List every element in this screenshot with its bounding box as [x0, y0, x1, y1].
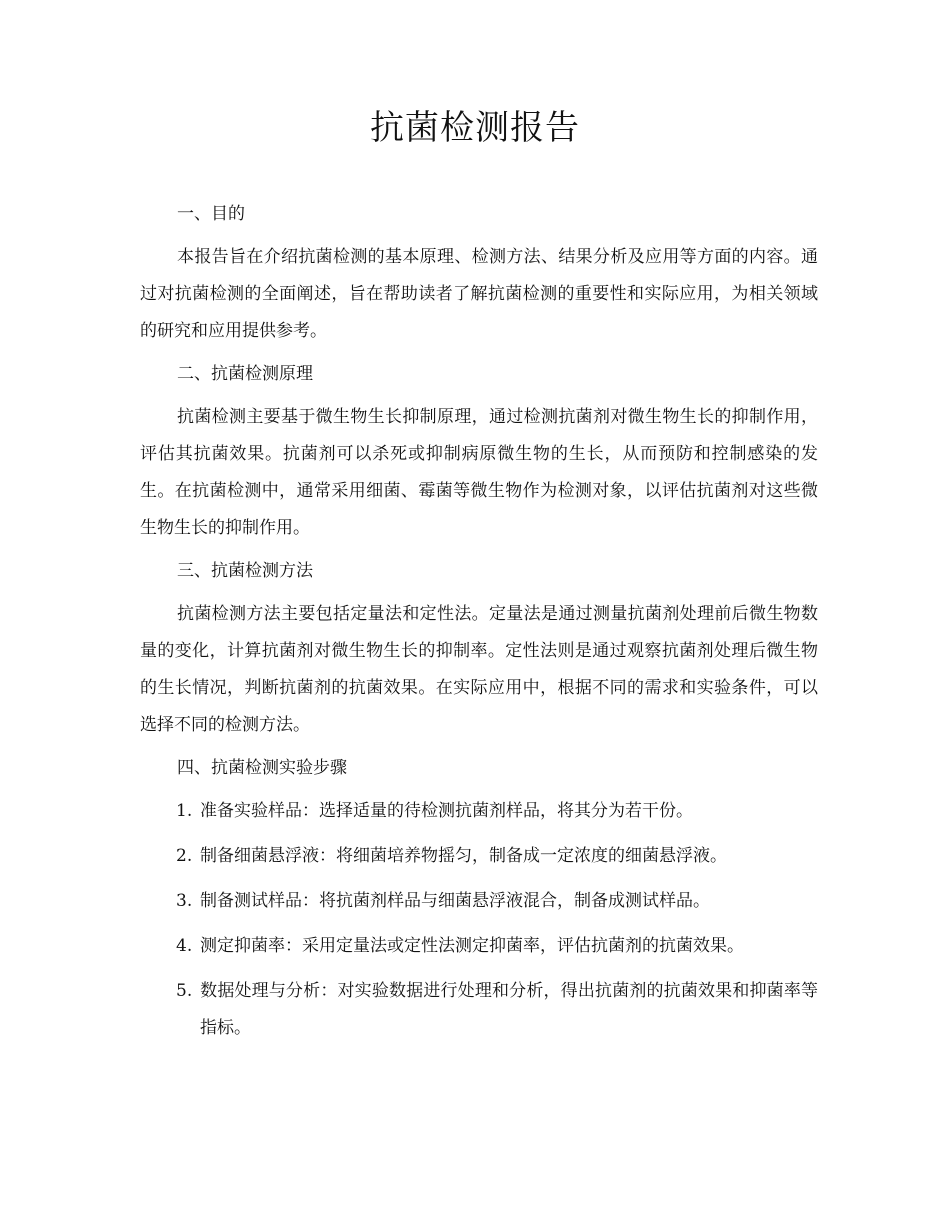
list-item [140, 928, 818, 965]
section-paragraph-purpose: 本报告旨在介绍抗菌检测的基本原理、检测方法、结果分析及应用等方面的内容。通过对抗菌检测的全面阐述，旨在帮助读者了解抗菌检测的重要性和实际应用，为相关领域的研究和应用提供参考。 [140, 247, 818, 341]
step-number: 3. [176, 891, 193, 911]
step-number: 4. [176, 936, 193, 956]
step-text: 测定抑菌率：采用定量法或定性法测定抑菌率，评估抗菌剂的抗菌效果。 [200, 936, 744, 956]
step-text: 制备细菌悬浮液：将细菌培养物摇匀，制备成一定浓度的细菌悬浮液。 [200, 846, 727, 866]
list-item [140, 838, 818, 875]
section-heading-principle: 二、抗菌检测原理 [177, 364, 313, 384]
step-text: 准备实验样品：选择适量的待检测抗菌剂样品，将其分为若干份。 [200, 801, 693, 821]
step-text: 数据处理与分析：对实验数据进行处理和分析，得出抗菌剂的抗菌效果和抑菌率等指标。 [200, 981, 818, 1038]
section-heading-purpose: 一、目的 [177, 204, 245, 224]
experiment-steps-list [140, 793, 818, 1047]
list-item [140, 973, 818, 1047]
document-body [140, 197, 818, 1055]
section-paragraph-principle: 抗菌检测主要基于微生物生长抑制原理，通过检测抗菌剂对微生物生长的抑制作用，评估其抗菌效果。抗菌剂可以杀死或抑制病原微生物的生长，从而预防和控制感染的发生。在抗菌检测中，通常采用细菌、霉菌等微生物作为检测对象，以评估抗菌剂对这些微生物生长的抑制作用。 [140, 407, 818, 538]
section-heading-steps: 四、抗菌检测实验步骤 [177, 758, 347, 778]
list-item [140, 793, 818, 830]
document-title: 抗菌检测报告 [370, 108, 580, 148]
step-number: 5. [176, 981, 193, 1001]
step-number: 2. [176, 846, 193, 866]
step-number: 1. [176, 801, 193, 821]
section-heading-methods: 三、抗菌检测方法 [177, 561, 313, 581]
section-paragraph-methods: 抗菌检测方法主要包括定量法和定性法。定量法是通过测量抗菌剂处理前后微生物数量的变化，计算抗菌剂对微生物生长的抑制率。定性法则是通过观察抗菌剂处理后微生物的生长情况，判断抗菌剂的抗菌效果。在实际应用中，根据不同的需求和实验条件，可以选择不同的检测方法。 [140, 604, 818, 735]
step-text: 制备测试样品：将抗菌剂样品与细菌悬浮液混合，制备成测试样品。 [200, 891, 710, 911]
list-item [140, 883, 818, 920]
